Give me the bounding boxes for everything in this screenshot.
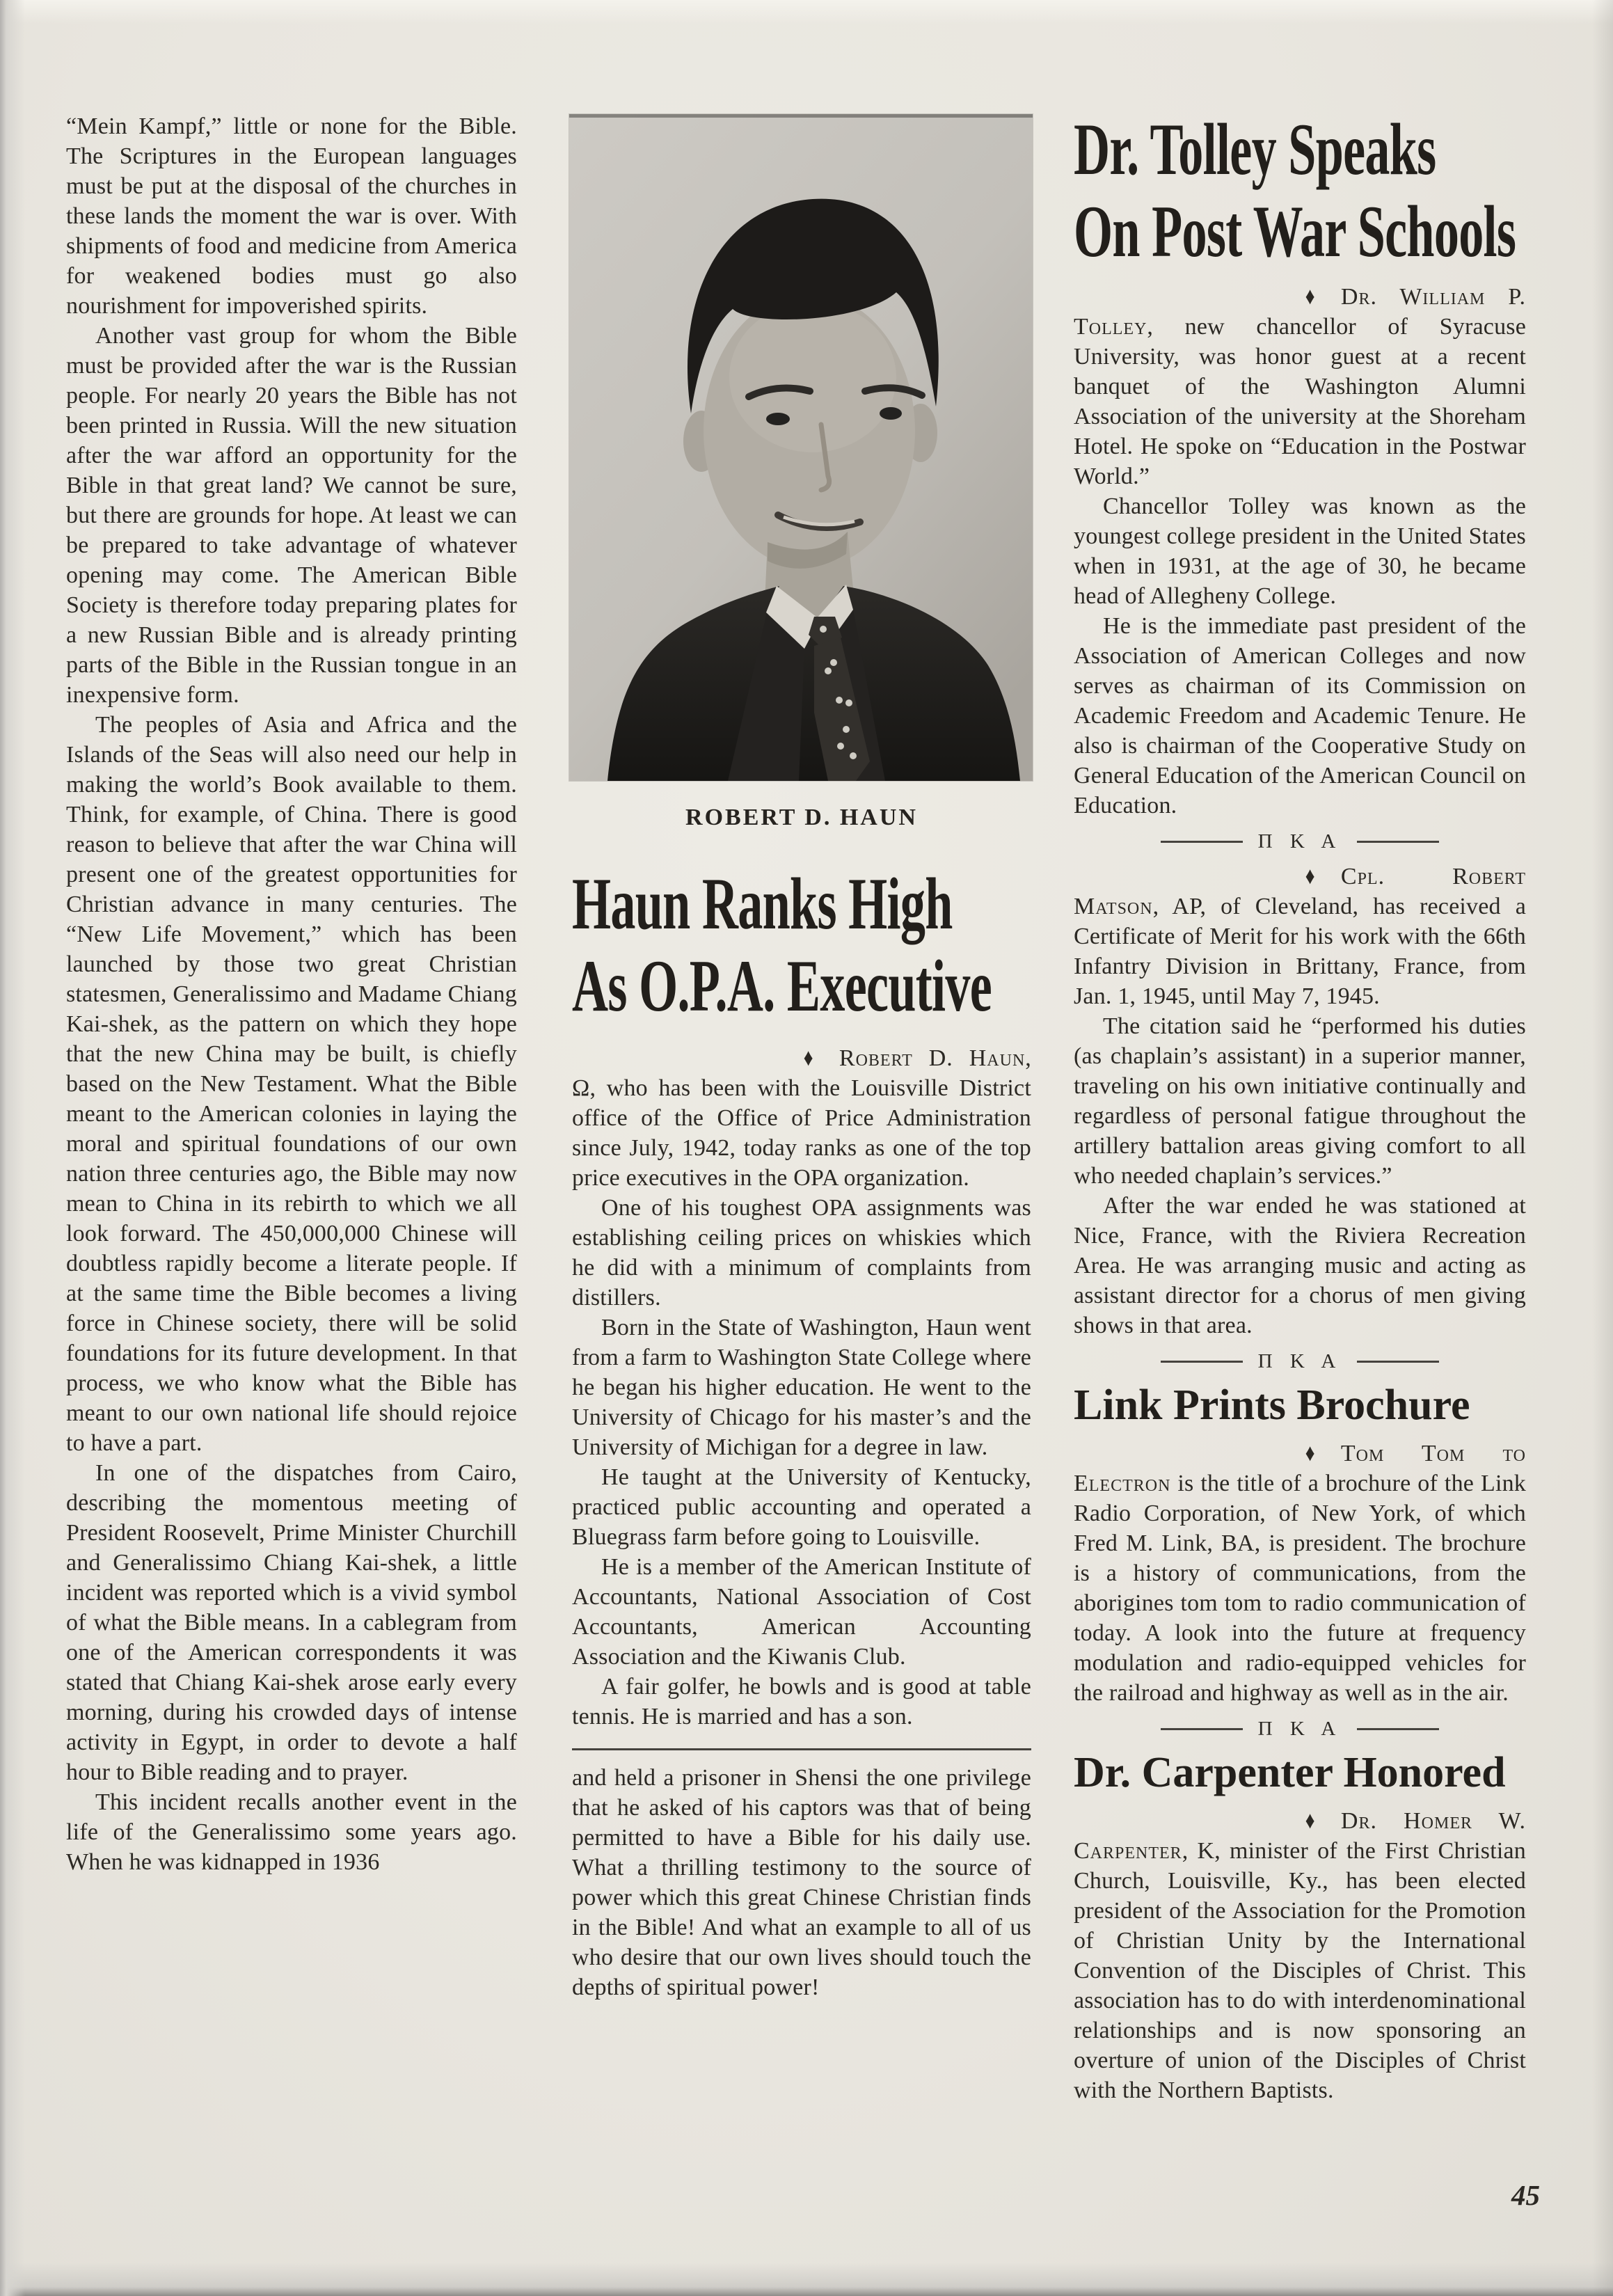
paragraph: In one of the dispatches from Cairo, describing the momentous meeting of President Roosevelt, Prime Minister Churchill and Generalissimo Chiang Kai-shek, a little incident was reported which is a vivid symbol of what the Bible means. In a cablegram from one of the American correspondents it was stated that Chiang Kai-shek arose early every morning, during his crowded days of intense activity in Egypt, in order to devote a half hour to Bible reading and to prayer.: [66, 1460, 517, 1785]
paragraph: One of his toughest OPA assignments was establishing ceiling prices on whiskies which he did with a minimum of complaints from distillers.: [572, 1195, 1031, 1311]
pka-monogram: Π K A: [1257, 1717, 1342, 1740]
diamond-bullet-icon: ♦: [1305, 862, 1315, 889]
diamond-bullet-icon: ♦: [803, 1044, 813, 1071]
headline-dr-carpenter-honored: Dr. Carpenter Honored: [1074, 1749, 1506, 1796]
paragraph: He taught at the University of Kentucky, practiced public accounting and operated a Bluegrass farm before going to Louisville.: [572, 1464, 1031, 1550]
lead-text: , Ω, who has been with the Louisville District office of the Office of Price Administration since July, 1942, today ranks as one of the top price executives in the OPA organization.: [572, 1045, 1031, 1191]
lead-text: , new chancellor of Syracuse University, was honor guest at a recent banquet of the Washington Alumni Association of the university at the Shoreham Hotel. He spoke on “Education in the Postwar World.”: [1074, 314, 1526, 489]
lead-paragraph: [1074, 1438, 1526, 1708]
paragraph: After the war ended he was stationed at Nice, France, with the Riviera Recreation Area. He was arranging music and acting as assistant director for a chorus of men giving shows in that area.: [1074, 1193, 1526, 1338]
lead-text: , AP, of Cleveland, has received a Certificate of Merit for his work with the 66th Infantry Division in Brittany, France, from Jan. 1, 1945, until May 7, 1945.: [1074, 894, 1526, 1009]
headline-line: As O.P.A. Executive: [572, 945, 992, 1027]
paragraph: He is a member of the American Institute of Accountants, National Association of Cost Accountants, American Accounting Association and the Kiwanis Club.: [572, 1554, 1031, 1670]
headline-line: Haun Ranks High: [572, 863, 953, 944]
lead-text: , K, minister of the First Christian Church, Louisville, Ky., has been elected president of the Association for the Promotion of Christian Unity by the International Convention of the Disciples of Christ. This association has to do with interdenominational relationships and is now sponsoring an overture of union of the Disciples of Christ with the Northern Baptists.: [1074, 1838, 1526, 2103]
pka-monogram: Π K A: [1257, 1349, 1342, 1372]
lead-name: Dr. Homer W. Carpenter: [1074, 1808, 1526, 1864]
paragraph: “Mein Kampf,” little or none for the Bible. The Scriptures in the European languages must be put at the disposal of the churches in these lands the moment the war is over. With shipments of food and medicine from America for weakened bodies must go also nourishment for impoverished spirits.: [66, 113, 517, 319]
right-column: [1074, 109, 1526, 2105]
paragraph: This incident recalls another event in the life of the Generalissimo some years ago. When he was kidnapped in 1936: [66, 1789, 517, 1875]
paragraph: A fair golfer, he bowls and is good at table tennis. He is married and has a son.: [572, 1674, 1031, 1729]
divider-line: [1357, 841, 1439, 843]
lead-name: Robert D. Haun: [839, 1045, 1026, 1071]
headline-haun-ranks-high: [572, 863, 1031, 1027]
pka-divider: [1074, 1347, 1526, 1375]
left-column: [66, 111, 517, 1877]
continuation-paragraph: and held a prisoner in Shensi the one privilege that he asked of his captors was that of being permitted to have a Bible for his daily use. What a thrilling testimony to the source of power which this great Chinese Christian finds in the Bible! And what an example to all of us who desire that our own lives should touch the depths of spiritual power!: [572, 1765, 1031, 2000]
portrait-photo: [569, 114, 1033, 781]
section-rule: [572, 1748, 1031, 1750]
lead-paragraph: [1074, 861, 1526, 1011]
pka-divider: [1074, 1715, 1526, 1743]
headline-line: Dr. Tolley Speaks: [1074, 109, 1436, 190]
page-number: 45: [1511, 2179, 1540, 2211]
photo-caption: ROBERT D. HAUN: [685, 805, 918, 830]
lead-paragraph: [572, 1043, 1031, 1193]
portrait-illustration: [569, 114, 1033, 781]
divider-line: [1161, 1361, 1243, 1363]
diamond-bullet-icon: ♦: [1305, 1439, 1315, 1466]
paragraph: He is the immediate past president of the Association of American Colleges and now serves as chairman of its Commission on Academic Freedom and Academic Tenure. He also is chairman of the Cooperative Study on General Education of the American Council on Education.: [1074, 613, 1526, 818]
paragraph: The citation said he “performed his duties (as chaplain’s assistant) in a superior manner, traveling on his own initiative continually and regardless of personal fatigue throughout the artillery battalion areas giving comfort to all who needed chaplain’s services.”: [1074, 1013, 1526, 1189]
pka-monogram: Π K A: [1257, 830, 1342, 853]
pka-divider: [1074, 828, 1526, 855]
middle-column: [572, 114, 1031, 2002]
lead-paragraph: [1074, 281, 1526, 491]
lead-name: Dr. William P. Tolley: [1074, 284, 1526, 340]
lead-name: Tom Tom to Electron: [1074, 1441, 1526, 1496]
lead-name: Cpl. Robert Matson: [1074, 864, 1526, 919]
paragraph: Born in the State of Washington, Haun went from a farm to Washington State College where he began his higher education. He went to the University of Chicago for his master’s and the University of Michigan for a degree in law.: [572, 1315, 1031, 1460]
divider-line: [1357, 1361, 1439, 1363]
lead-paragraph: [1074, 1805, 1526, 2105]
diamond-bullet-icon: ♦: [1305, 1807, 1315, 1834]
diamond-bullet-icon: ♦: [1305, 283, 1315, 310]
headline-line: On Post War Schools: [1074, 191, 1516, 272]
divider-line: [1161, 841, 1243, 843]
headline-dr-tolley-speaks: [1074, 109, 1526, 273]
paragraph: Another vast group for whom the Bible must be provided after the war is the Russian people. For nearly 20 years the Bible has not been printed in Russia. Will the new situation after the war afford an opportunity for the Bible in that great land? We cannot be sure, but there are grounds for hope. At least we can be prepared to take advantage of whatever opening may come. The American Bible Society is therefore today preparing plates for a new Russian Bible and is already printing parts of the Bible in the Russian tongue in an inexpensive form.: [66, 323, 517, 708]
divider-line: [1161, 1728, 1243, 1730]
paragraph: Chancellor Tolley was known as the youngest college president in the United States when in 1931, at the age of 30, he became head of Allegheny College.: [1074, 493, 1526, 609]
headline-link-prints-brochure: Link Prints Brochure: [1074, 1381, 1470, 1429]
lead-text: is the title of a brochure of the Link Radio Corporation, of New York, of which Fred M. Link, BA, is president. The brochure is a history of communications, from the aborigines tom tom to radio communication of today. A look into the future at frequency modulation and radio-equipped vehicles for the railroad and highway as well as in the air.: [1074, 1471, 1526, 1706]
divider-line: [1357, 1728, 1439, 1730]
paragraph: The peoples of Asia and Africa and the Islands of the Seas will also need our help in making the world’s Book available to them. Think, for example, of China. There is good reason to believe that after the war China will present one of the greatest opportunities for Christian advance in many centuries. The “New Life Movement,” which has been launched by those two great Christian statesmen, Generalissimo and Madame Chiang Kai-shek, as the pattern on which they hope that the new China may be built, is chiefly based on the New Testament. What the Bible meant to the American colonies in laying the moral and spiritual foundations of our own nation three centuries ago, the Bible may now mean to China in its rebirth to which we all look forward. The 450,000,000 Chinese will doubtless rapidly become a literate people. If at the same time the Bible becomes a living force in Chinese society, there will be solid foundations for its future development. In that process, we who know what the Bible has meant to our own national life should rejoice to have a part.: [66, 712, 517, 1456]
